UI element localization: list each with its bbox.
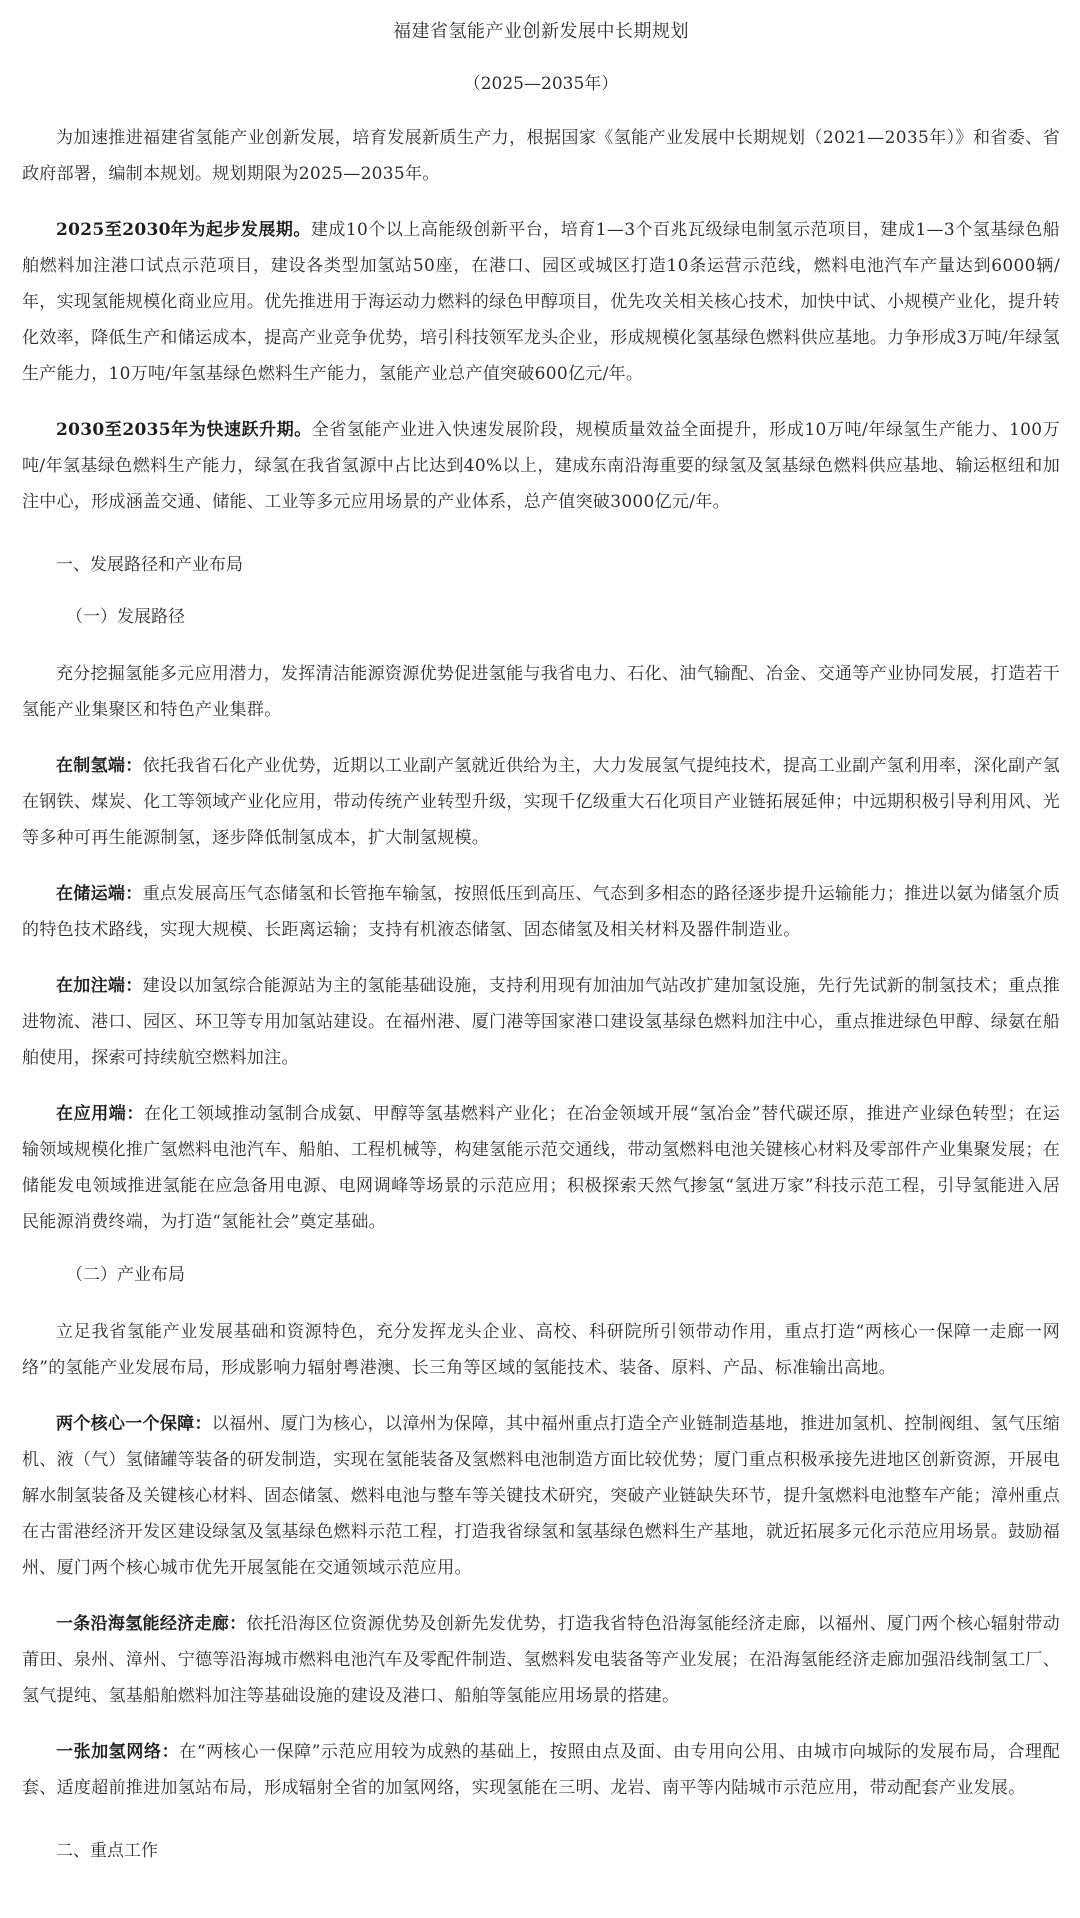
production-paragraph: [22, 748, 1060, 856]
section2-heading: 二、重点工作: [56, 1841, 158, 1861]
layout-intro-paragraph: 立足我省氢能产业发展基础和资源特色，充分发挥龙头企业、高校、科研院所引领带动作用，重点打造“两核心一保障一走廊一网络”的氢能产业发展布局，形成影响力辐射粤港澳、长三角等区域的氢能技术、装备、原料、产品、标准输出高地。: [22, 1322, 1060, 1378]
phase2-lead: 2030至2035年为快速跃升期。: [56, 420, 312, 440]
application-paragraph: [22, 1096, 1060, 1240]
document-subtitle: （2025—2035年）: [463, 74, 619, 94]
network-body: 在“两核心一保障”示范应用较为成熟的基础上，按照由点及面、由专用向公用、由城市向城际的发展布局，合理配套、适度超前推进加氢站布局，形成辐射全省的加氢网络，实现氢能在三明、龙岩、南平等内陆城市示范应用，带动配套产业发展。: [22, 1742, 1060, 1798]
application-body: 在化工领域推动氢制合成氨、甲醇等氢基燃料产业化；在冶金领域开展“氢冶金”替代碳还原，推进产业绿色转型；在运输领域规模化推广氢燃料电池汽车、船舶、工程机械等，构建氢能示范交通线，带动氢燃料电池关键核心材料及零部件产业集聚发展；在储能发电领域推进氢能在应急备用电源、电网调峰等场景的示范应用；积极探索天然气掺氢“氢进万家”科技示范工程，引导氢能进入居民能源消费终端，为打造“氢能社会”奠定基础。: [22, 1104, 1061, 1232]
network-lead: 一张加氢网络：: [56, 1742, 180, 1762]
storage-lead: 在储运端：: [56, 884, 143, 904]
application-lead: 在应用端：: [56, 1104, 145, 1124]
phase1-lead: 2025至2030年为起步发展期。: [56, 220, 311, 240]
subsection2-heading: （二）产业布局: [66, 1265, 185, 1285]
core-lead: 两个核心一个保障：: [56, 1414, 212, 1434]
production-lead: 在制氢端：: [56, 756, 143, 776]
refueling-lead: 在加注端：: [56, 976, 143, 996]
core-body: 以福州、厦门为核心，以漳州为保障，其中福州重点打造全产业链制造基地，推进加氢机、控制阀组、氢气压缩机、液（气）氢储罐等装备的研发制造，实现在氢能装备及氢燃料电池制造方面比较优势；厦门重点积极承接先进地区创新资源，开展电解水制氢装备及关键核心材料、固态储氢、燃料电池与整车等关键技术研究，突破产业链缺失环节，提升氢燃料电池整车产能；漳州重点在古雷港经济开发区建设绿氢及氢基绿色燃料示范工程，打造我省绿氢和氢基绿色燃料生产基地，就近拓展多元化示范应用场景。鼓励福州、厦门两个核心城市优先开展氢能在交通领域示范应用。: [22, 1414, 1060, 1578]
document-title: 福建省氢能产业创新发展中长期规划: [393, 21, 689, 42]
storage-paragraph: [22, 876, 1060, 948]
network-paragraph: [22, 1734, 1060, 1806]
refueling-paragraph: [22, 968, 1060, 1076]
corridor-paragraph: [22, 1606, 1060, 1714]
corridor-lead: 一条沿海氢能经济走廊：: [56, 1614, 247, 1634]
section1-heading: 一、发展路径和产业布局: [56, 555, 243, 575]
phase2-paragraph: [22, 412, 1060, 520]
path-intro-paragraph: 充分挖掘氢能多元应用潜力，发挥清洁能源资源优势促进氢能与我省电力、石化、油气输配、冶金、交通等产业协同发展，打造若干氢能产业集聚区和特色产业集群。: [22, 664, 1060, 720]
production-body: 依托我省石化产业优势，近期以工业副产氢就近供给为主，大力发展氢气提纯技术，提高工业副产氢利用率，深化副产氢在钢铁、煤炭、化工等领域产业化应用，带动传统产业转型升级，实现千亿级重大石化项目产业链拓展延伸；中远期积极引导利用风、光等多种可再生能源制氢，逐步降低制氢成本，扩大制氢规模。: [22, 756, 1061, 848]
intro-paragraph: 为加速推进福建省氢能产业创新发展，培育发展新质生产力，根据国家《氢能产业发展中长期规划（2021—2035年）》和省委、省政府部署，编制本规划。规划期限为2025—2035年。: [22, 128, 1060, 184]
refueling-body: 建设以加氢综合能源站为主的氢能基础设施，支持利用现有加油加气站改扩建加氢设施，先行先试新的制氢技术；重点推进物流、港口、园区、环卫等专用加氢站建设。在福州港、厦门港等国家港口建设氢基绿色燃料加注中心，重点推进绿色甲醇、绿氨在船舶使用，探索可持续航空燃料加注。: [22, 976, 1061, 1068]
subsection1-heading: （一）发展路径: [66, 607, 185, 627]
storage-body: 重点发展高压气态储氢和长管拖车输氢，按照低压到高压、气态到多相态的路径逐步提升运输能力；推进以氨为储氢介质的特色技术路线，实现大规模、长距离运输；支持有机液态储氢、固态储氢及相关材料及器件制造业。: [22, 884, 1061, 940]
phase1-paragraph: [22, 212, 1060, 392]
phase2-body: 全省氢能产业进入快速发展阶段，规模质量效益全面提升，形成10万吨/年绿氢生产能力、100万吨/年氢基绿色燃料生产能力，绿氢在我省氢源中占比达到40%以上，建成东南沿海重要的绿氢及氢基绿色燃料供应基地、输运枢纽和加注中心，形成涵盖交通、储能、工业等多元应用场景的产业体系，总产值突破3000亿元/年。: [22, 420, 1061, 512]
phase1-body: 建成10个以上高能级创新平台，培育1—3个百兆瓦级绿电制氢示范项目，建成1—3个氢基绿色船舶燃料加注港口试点示范项目，建设各类型加氢站50座，在港口、园区或城区打造10条运营示范线，燃料电池汽车产量达到6000辆/年，实现氢能规模化商业应用。优先推进用于海运动力燃料的绿色甲醇项目，优先攻关相关核心技术，加快中试、小规模产业化，提升转化效率，降低生产和储运成本，提高产业竞争优势，培引科技领军龙头企业，形成规模化氢基绿色燃料供应基地。力争形成3万吨/年绿氢生产能力，10万吨/年氢基绿色燃料生产能力，氢能产业总产值突破600亿元/年。: [22, 220, 1060, 384]
corridor-body: 依托沿海区位资源优势及创新先发优势，打造我省特色沿海氢能经济走廊，以福州、厦门两个核心辐射带动莆田、泉州、漳州、宁德等沿海城市燃料电池汽车及零配件制造、氢燃料发电装备等产业发展；在沿海氢能经济走廊加强沿线制氢工厂、氢气提纯、氢基船舶燃料加注等基础设施的建设及港口、船舶等氢能应用场景的搭建。: [22, 1614, 1060, 1706]
core-paragraph: [22, 1406, 1060, 1586]
